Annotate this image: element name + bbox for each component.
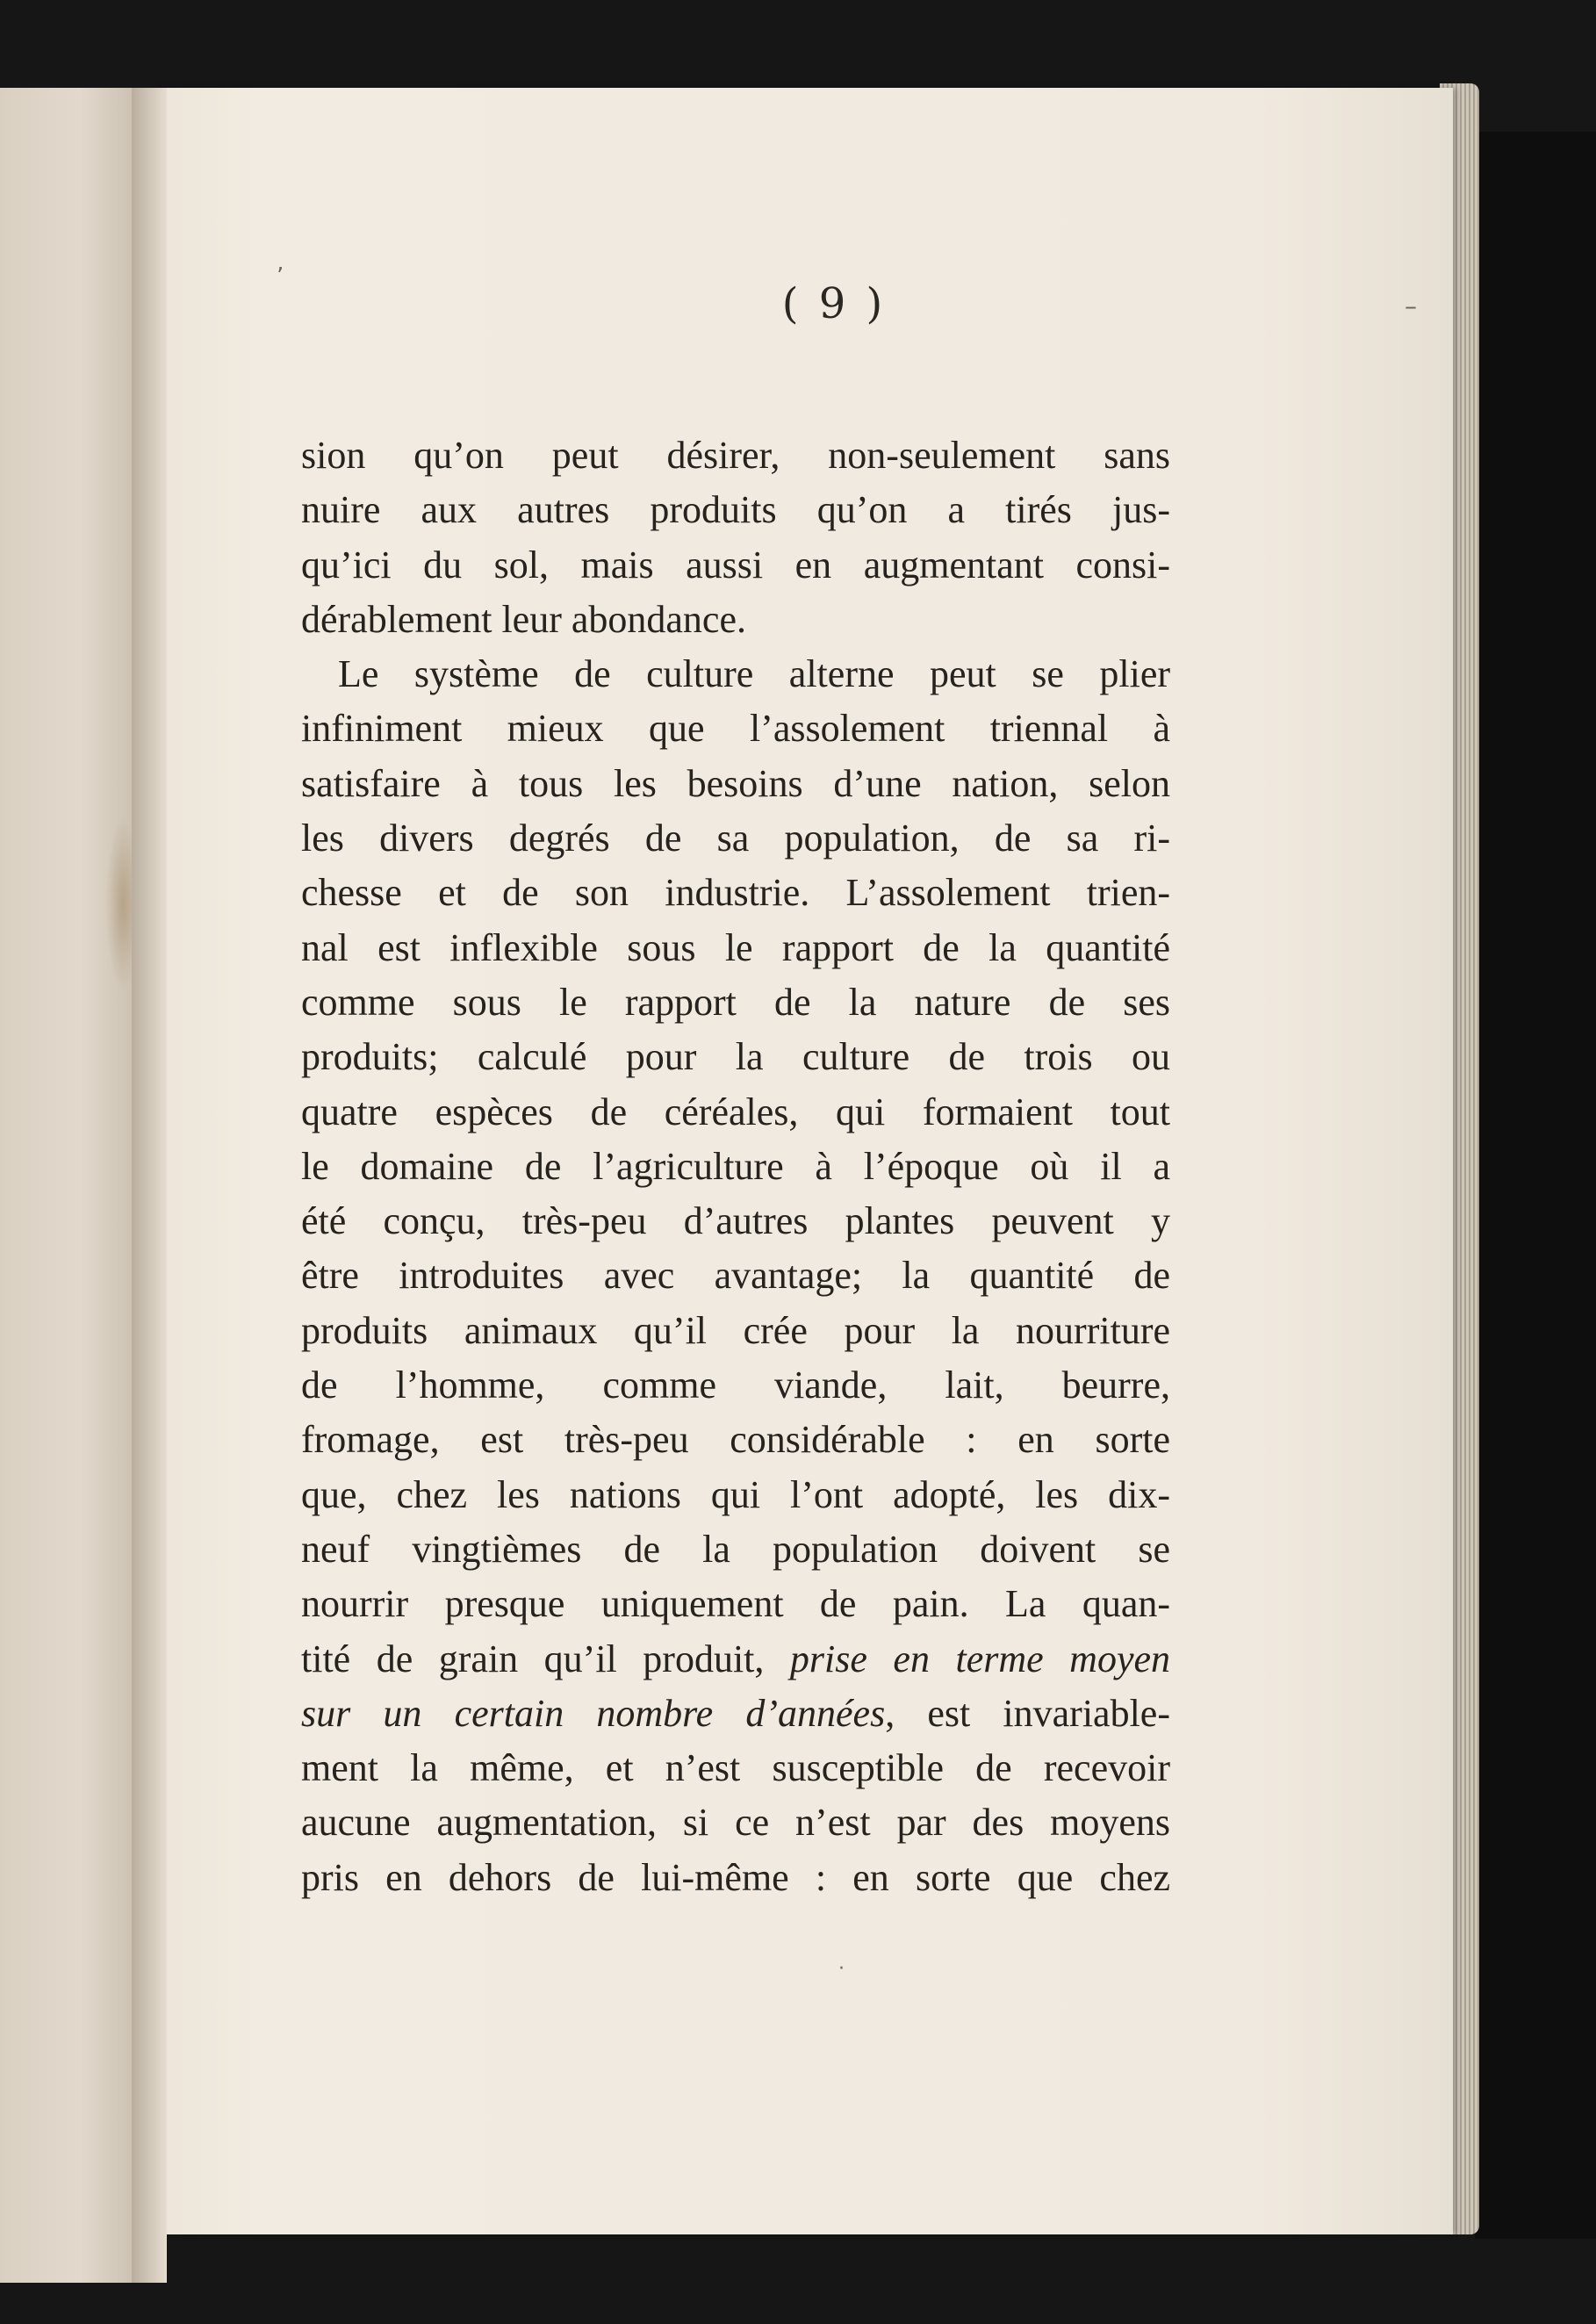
text-line: Le système de culture alterne peut se plier [338, 652, 1170, 696]
text-line: fromage, est très-peu considérable : en sorte [301, 1418, 1170, 1462]
text-line: satisfaire à tous les besoins d’une nation, selon [301, 761, 1170, 805]
text-segment: , est invariable- [885, 1691, 1170, 1735]
text-line: le domaine de l’agriculture à l’époque où il a [301, 1144, 1170, 1188]
text-line: produits; calculé pour la culture de trois ou [301, 1035, 1170, 1079]
text-line: nourrir presque uniquement de pain. La quan- [301, 1582, 1170, 1626]
text-line: sion qu’on peut désirer, non-seulement sans [301, 434, 1170, 477]
text-line: être introduites avec avantage; la quantité de [301, 1254, 1170, 1298]
previous-page-edge [0, 88, 133, 2283]
text-line: nal est inflexible sous le rapport de la quantité [301, 925, 1170, 969]
text-line: quatre espèces de céréales, qui formaient tout [301, 1090, 1170, 1133]
text-line: pris en dehors de lui-même : en sorte que chez [301, 1855, 1170, 1899]
text-line: aucune augmentation, si ce n’est par des moyens [301, 1801, 1170, 1845]
margin-mark: – [1405, 291, 1417, 320]
book-cover-background [1475, 132, 1596, 2239]
text-segment: tité de grain qu’il produit, [301, 1637, 790, 1680]
text-line: neuf vingtièmes de la population doivent se [301, 1527, 1170, 1571]
printer-mark: ’ [277, 263, 284, 290]
page-number: ( 9 ) [781, 279, 887, 328]
text-line [301, 1687, 1170, 1741]
text-line: nuire aux autres produits qu’on a tirés jus- [301, 488, 1170, 532]
paper-speck: · [838, 1958, 845, 1980]
italic-text-segment: sur un certain nombre d’années [301, 1691, 886, 1735]
text-line: de l’homme, comme viande, lait, beurre, [301, 1363, 1170, 1407]
text-line: chesse et de son industrie. L’assolement trien- [301, 871, 1170, 915]
gutter-shadow [132, 88, 167, 2283]
text-line: ment la même, et n’est susceptible de recevoir [301, 1746, 1170, 1790]
text-line: comme sous le rapport de la nature de ses [301, 980, 1170, 1024]
text-line: qu’ici du sol, mais aussi en augmentant consi- [301, 543, 1170, 586]
text-line: les divers degrés de sa population, de sa ri- [301, 817, 1170, 860]
text-line: produits animaux qu’il crée pour la nourriture [301, 1308, 1170, 1352]
book-page [154, 88, 1453, 2234]
text-line [301, 1632, 1170, 1687]
text-line: dérablement leur abondance. [301, 597, 746, 641]
italic-text-segment: prise en terme moyen [789, 1637, 1171, 1680]
text-line: été conçu, très-peu d’autres plantes peuvent y [301, 1199, 1170, 1243]
body-text [301, 428, 1170, 1905]
text-line: infiniment mieux que l’assolement triennal à [301, 707, 1170, 751]
text-line: que, chez les nations qui l’ont adopté, les dix- [301, 1472, 1170, 1516]
